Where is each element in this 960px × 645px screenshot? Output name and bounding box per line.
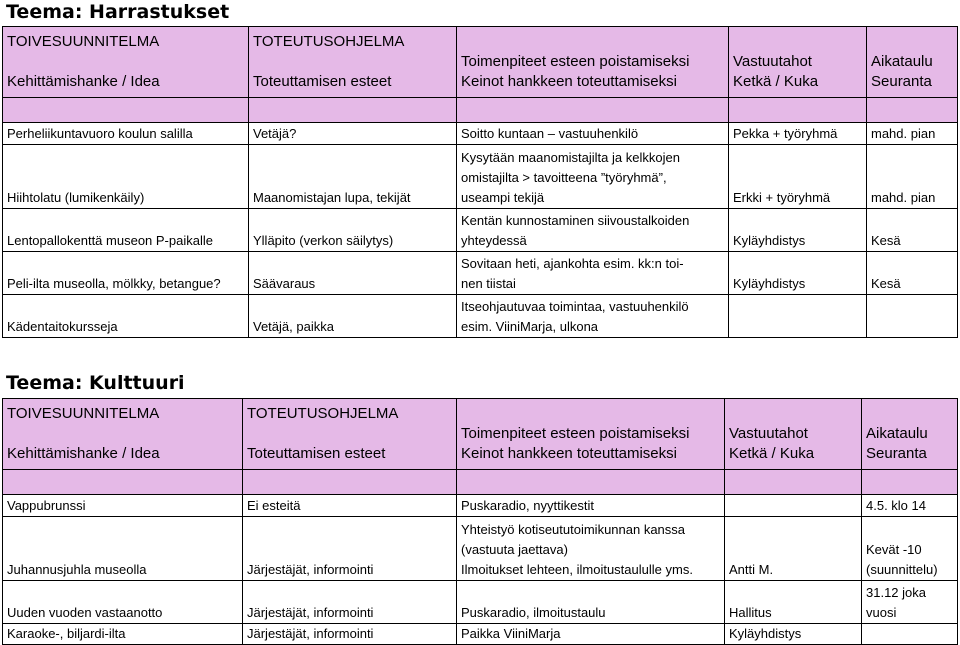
cell-text: Paikka ViiniMarja [461, 626, 561, 641]
cell-text: 31.12 joka [866, 585, 926, 600]
obstacle-cell [249, 252, 457, 295]
obstacle-cell [249, 123, 457, 145]
schedule-cell [867, 252, 958, 295]
table-row [3, 209, 958, 252]
cell-text: Kyläyhdistys [729, 626, 802, 641]
cell-text: Vappubrunssi [7, 498, 86, 513]
header-aikataulu: Aikataulu Seuranta [862, 399, 958, 470]
idea-cell [3, 624, 243, 645]
action-cell [457, 145, 729, 209]
table-row [3, 252, 958, 295]
cell-text: mahd. pian [871, 190, 936, 205]
responsible-cell [729, 209, 867, 252]
cell-text: Perheliikuntavuoro koulun salilla [7, 126, 193, 141]
schedule-cell [867, 209, 958, 252]
cell-text: Kesä [871, 276, 901, 291]
obstacle-cell [249, 209, 457, 252]
idea-cell [3, 145, 249, 209]
idea-cell [3, 252, 249, 295]
header-toteutusohjelma: TOTEUTUSOHJELMA Toteuttamisen esteet [249, 27, 457, 98]
cell-text: (suunnittelu) [866, 562, 938, 577]
cell-text: Sovitaan heti, ajankohta esim. kk:n toi- [461, 256, 684, 271]
cell-text: omistajilta > tavoitteena ”työryhmä”, [461, 170, 667, 185]
responsible-cell [729, 252, 867, 295]
header-spacer-row [3, 98, 958, 123]
cell-text [871, 317, 953, 337]
obstacle-cell [243, 495, 457, 517]
obstacle-cell [243, 581, 457, 624]
idea-cell [3, 123, 249, 145]
harrastukset-table [2, 26, 958, 338]
table-row [3, 581, 958, 624]
schedule-cell [862, 517, 958, 581]
cell-text: Karaoke-, biljardi-ilta [7, 626, 126, 641]
table-row [3, 123, 958, 145]
responsible-cell [725, 624, 862, 645]
cell-text: Järjestäjät, informointi [247, 562, 374, 577]
idea-cell [3, 295, 249, 338]
responsible-cell [729, 123, 867, 145]
header-toivesuunnitelma: TOIVESUUNNITELMA Kehittämishanke / Idea [3, 27, 249, 98]
action-cell [457, 517, 725, 581]
obstacle-cell [243, 517, 457, 581]
schedule-cell [867, 295, 958, 338]
action-cell [457, 252, 729, 295]
cell-text: Vetäjä? [253, 126, 297, 141]
cell-text: (vastuuta jaettava) [461, 542, 568, 557]
cell-text [733, 317, 862, 337]
obstacle-cell [249, 295, 457, 338]
cell-text: Pekka + työryhmä [733, 126, 838, 141]
table-row [3, 145, 958, 209]
cell-text: vuosi [866, 605, 897, 620]
kulttuuri-table [2, 398, 958, 645]
cell-text: Uuden vuoden vastaanotto [7, 605, 163, 620]
cell-text: Puskaradio, ilmoitustaulu [461, 605, 606, 620]
cell-text: Antti M. [729, 562, 774, 577]
idea-cell [3, 209, 249, 252]
header-toimenpiteet: Toimenpiteet esteen poistamiseksi Keinot hankkeen toteuttamiseksi [457, 399, 725, 470]
cell-text: Säävaraus [253, 276, 316, 291]
schedule-cell [867, 145, 958, 209]
cell-text: Soitto kuntaan – vastuuhenkilö [461, 126, 639, 141]
schedule-cell [862, 495, 958, 517]
cell-text: Vetäjä, paikka [253, 319, 334, 334]
cell-text: Peli-ilta museolla, mölkky, betangue? [7, 276, 221, 291]
action-cell [457, 624, 725, 645]
idea-cell [3, 495, 243, 517]
cell-text: yhteydessä [461, 233, 527, 248]
responsible-cell [729, 145, 867, 209]
responsible-cell [725, 517, 862, 581]
responsible-cell [729, 295, 867, 338]
cell-text: esim. ViiniMarja, ulkona [461, 319, 599, 334]
obstacle-cell [243, 624, 457, 645]
schedule-cell [862, 624, 958, 645]
table-row [3, 495, 958, 517]
responsible-cell [725, 581, 862, 624]
cell-text: Lentopallokenttä museon P-paikalle [7, 233, 213, 248]
table-row [3, 517, 958, 581]
action-cell [457, 295, 729, 338]
header-aikataulu: Aikataulu Seuranta [867, 27, 958, 98]
cell-text: Erkki + työryhmä [733, 190, 831, 205]
cell-text: nen tiistai [461, 276, 516, 291]
idea-cell [3, 517, 243, 581]
cell-text: useampi tekijä [461, 190, 545, 205]
cell-text: Hallitus [729, 605, 772, 620]
table-header-row [3, 27, 958, 98]
cell-text: Itseohjautuvaa toimintaa, vastuuhenkilö [461, 299, 689, 314]
responsible-cell [725, 495, 862, 517]
cell-text: Kysytään maanomistajilta ja kelkkojen [461, 150, 680, 165]
action-cell [457, 209, 729, 252]
cell-text: Yhteistyö kotiseututoimikunnan kanssa [461, 522, 686, 537]
cell-text: Kyläyhdistys [733, 276, 806, 291]
cell-text: Kentän kunnostaminen siivoustalkoiden [461, 213, 690, 228]
cell-text: mahd. pian [871, 126, 936, 141]
cell-text: 4.5. klo 14 [866, 498, 926, 513]
table-header-row [3, 399, 958, 470]
cell-text: Järjestäjät, informointi [247, 605, 374, 620]
table-row [3, 295, 958, 338]
section-title-kulttuuri: Teema: Kulttuuri [6, 372, 185, 394]
cell-text: Hiihtolatu (lumikenkäily) [7, 190, 145, 205]
header-toivesuunnitelma: TOIVESUUNNITELMA Kehittämishanke / Idea [3, 399, 243, 470]
cell-text: Ei esteitä [247, 498, 301, 513]
cell-text: Ylläpito (verkon säilytys) [253, 233, 394, 248]
cell-text: Juhannusjuhla museolla [7, 562, 147, 577]
cell-text: Ilmoitukset lehteen, ilmoitustaululle yms. [461, 562, 693, 577]
cell-text: Kädentaitokursseja [7, 319, 118, 334]
cell-text [729, 496, 857, 516]
schedule-cell [867, 123, 958, 145]
obstacle-cell [249, 145, 457, 209]
idea-cell [3, 581, 243, 624]
header-vastuutahot: Vastuutahot Ketkä / Kuka [729, 27, 867, 98]
action-cell [457, 581, 725, 624]
cell-text: Kesä [871, 233, 901, 248]
cell-text [866, 624, 953, 644]
header-spacer-row [3, 470, 958, 495]
header-vastuutahot: Vastuutahot Ketkä / Kuka [725, 399, 862, 470]
schedule-cell [862, 581, 958, 624]
cell-text: Kyläyhdistys [733, 233, 806, 248]
cell-text: Maanomistajan lupa, tekijät [253, 190, 411, 205]
header-toimenpiteet: Toimenpiteet esteen poistamiseksi Keinot hankkeen toteuttamiseksi [457, 27, 729, 98]
cell-text: Järjestäjät, informointi [247, 626, 374, 641]
section-title-harrastukset: Teema: Harrastukset [6, 1, 230, 23]
action-cell [457, 495, 725, 517]
header-toteutusohjelma: TOTEUTUSOHJELMA Toteuttamisen esteet [243, 399, 457, 470]
cell-text: Puskaradio, nyyttikestit [461, 498, 594, 513]
cell-text: Kevät -10 [866, 542, 922, 557]
action-cell [457, 123, 729, 145]
table-row [3, 624, 958, 645]
